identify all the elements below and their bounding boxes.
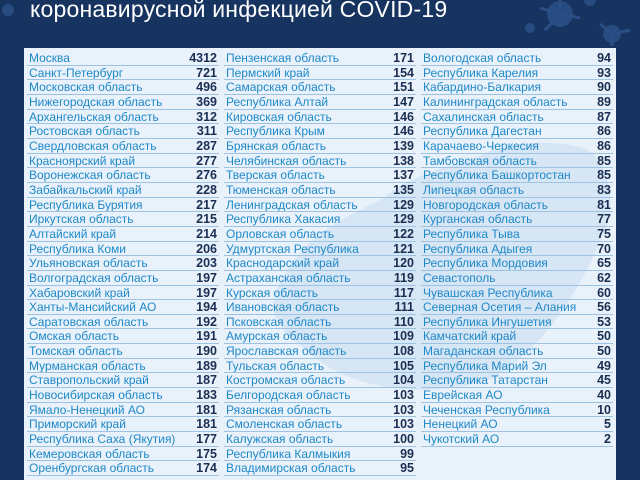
table-row	[421, 329, 613, 344]
region-name: Республика Карелия	[423, 65, 539, 80]
table-row	[421, 227, 613, 242]
regions-column-3	[421, 51, 613, 480]
region-name: Чувашская Республика	[423, 285, 553, 300]
table-row	[421, 359, 613, 374]
case-count: 151	[393, 80, 414, 95]
table-row	[27, 403, 219, 418]
table-row	[27, 388, 219, 403]
region-name: Белгородская область	[226, 388, 351, 403]
table-row	[27, 256, 219, 271]
table-row	[224, 227, 416, 242]
table-row	[421, 388, 613, 403]
table-row	[27, 373, 219, 388]
table-row	[421, 242, 613, 257]
table-row	[421, 373, 613, 388]
case-count: 53	[597, 314, 611, 329]
region-name: Ростовская область	[29, 124, 140, 139]
case-count: 60	[597, 285, 611, 300]
case-count: 119	[393, 270, 414, 285]
case-count: 146	[393, 109, 414, 124]
table-row	[224, 403, 416, 418]
header-banner	[0, 0, 640, 36]
case-count: 85	[597, 153, 611, 168]
region-name: Вологодская область	[423, 51, 542, 65]
table-row	[224, 300, 416, 315]
table-row	[224, 242, 416, 257]
case-count: 129	[393, 197, 414, 212]
table-row	[27, 315, 219, 330]
table-row	[224, 66, 416, 81]
case-count: 217	[196, 197, 217, 212]
region-name: Калужская область	[226, 432, 334, 447]
table-row	[224, 315, 416, 330]
region-name: Ставропольский край	[29, 373, 149, 388]
region-name: Орловская область	[226, 226, 335, 241]
table-row	[27, 139, 219, 154]
case-count: 191	[196, 329, 217, 344]
region-name: Республика Ингушетия	[423, 314, 552, 329]
case-count: 86	[597, 138, 611, 153]
table-row	[421, 183, 613, 198]
region-name: Московская область	[29, 80, 143, 95]
regions-column-2	[224, 51, 416, 480]
region-name: Нижегородская область	[29, 94, 163, 109]
regions-column-1	[27, 51, 219, 480]
region-name: Карачаево-Черкесия	[423, 138, 539, 153]
region-name: Ленинградская область	[226, 197, 358, 212]
case-count: 108	[393, 344, 414, 359]
region-name: Республика Саха (Якутия)	[29, 432, 176, 447]
table-row	[421, 344, 613, 359]
page-title: коронавирусной инфекцией COVID-19	[30, 0, 448, 22]
table-row	[27, 110, 219, 125]
case-count: 139	[393, 138, 414, 153]
region-name: Красноярский край	[29, 153, 136, 168]
case-count: 5	[604, 417, 611, 432]
region-name: Республика Адыгея	[423, 241, 533, 256]
regions-table-panel	[24, 48, 616, 480]
case-count: 311	[196, 124, 217, 139]
region-name: Смоленская область	[226, 417, 343, 432]
table-row	[27, 124, 219, 139]
case-count: 181	[196, 417, 217, 432]
case-count: 103	[393, 388, 414, 403]
table-row	[27, 95, 219, 110]
region-name: Владимирская область	[226, 461, 356, 476]
table-row	[224, 183, 416, 198]
region-name: Пензенская область	[226, 51, 340, 65]
region-name: Чеченская Республика	[423, 402, 550, 417]
table-row	[224, 373, 416, 388]
table-row	[421, 80, 613, 95]
case-count: 194	[196, 300, 217, 315]
region-name: Приморский край	[29, 417, 126, 432]
region-name: Оренбургская область	[29, 461, 155, 476]
table-row	[421, 66, 613, 81]
region-name: Кабардино-Балкария	[423, 80, 541, 95]
table-row	[224, 212, 416, 227]
case-count: 187	[196, 373, 217, 388]
table-row	[421, 139, 613, 154]
region-name: Ярославская область	[226, 344, 347, 359]
case-count: 287	[196, 138, 217, 153]
table-row	[224, 80, 416, 95]
table-row	[27, 168, 219, 183]
region-name: Чукотский АО	[423, 432, 500, 447]
region-name: Северная Осетия – Алания	[423, 300, 577, 315]
case-count: 50	[597, 329, 611, 344]
region-name: Республика Коми	[29, 241, 126, 256]
table-row	[421, 417, 613, 432]
region-name: Республика Мордовия	[423, 256, 548, 271]
case-count: 65	[597, 256, 611, 271]
table-row	[224, 344, 416, 359]
case-count: 50	[597, 344, 611, 359]
case-count: 40	[597, 388, 611, 403]
case-count: 85	[597, 168, 611, 183]
table-row	[224, 432, 416, 447]
table-row	[224, 388, 416, 403]
region-name: Амурская область	[226, 329, 328, 344]
region-name: Республика Дагестан	[423, 124, 542, 139]
table-row	[421, 124, 613, 139]
region-name: Челябинская область	[226, 153, 347, 168]
case-count: 177	[196, 432, 217, 447]
region-name: Ханты-Мансийский АО	[29, 300, 157, 315]
case-count: 721	[196, 65, 217, 80]
region-name: Омская область	[29, 329, 120, 344]
region-name: Сахалинская область	[423, 109, 544, 124]
region-name: Удмуртская Республика	[226, 241, 359, 256]
case-count: 203	[196, 256, 217, 271]
table-row	[421, 154, 613, 169]
case-count: 110	[393, 314, 414, 329]
case-count: 214	[196, 226, 217, 241]
region-name: Архангельская область	[29, 109, 159, 124]
region-name: Калининградская область	[423, 94, 568, 109]
case-count: 4312	[189, 51, 217, 65]
table-row	[224, 329, 416, 344]
case-count: 122	[393, 226, 414, 241]
table-row	[27, 271, 219, 286]
case-count: 192	[196, 314, 217, 329]
table-row	[224, 417, 416, 432]
case-count: 190	[196, 344, 217, 359]
table-row	[27, 51, 219, 66]
case-count: 77	[597, 212, 611, 227]
table-row	[421, 432, 613, 447]
case-count: 215	[196, 212, 217, 227]
table-row	[421, 271, 613, 286]
table-row	[421, 403, 613, 418]
case-count: 10	[597, 402, 611, 417]
case-count: 120	[393, 256, 414, 271]
case-count: 81	[597, 197, 611, 212]
region-name: Тамбовская область	[423, 153, 537, 168]
table-row	[224, 198, 416, 213]
table-row	[224, 139, 416, 154]
case-count: 93	[597, 65, 611, 80]
region-name: Республика Татарстан	[423, 373, 548, 388]
table-row	[421, 300, 613, 315]
table-row	[421, 212, 613, 227]
case-count: 100	[393, 432, 414, 447]
region-name: Республика Марий Эл	[423, 358, 547, 373]
case-count: 197	[196, 270, 217, 285]
region-name: Республика Бурятия	[29, 197, 143, 212]
case-count: 90	[597, 80, 611, 95]
table-row	[421, 198, 613, 213]
table-row	[27, 461, 219, 476]
case-count: 62	[597, 270, 611, 285]
region-name: Новосибирская область	[29, 388, 163, 403]
table-row	[224, 124, 416, 139]
region-name: Астраханская область	[226, 270, 351, 285]
table-row	[224, 154, 416, 169]
region-name: Ульяновская область	[29, 256, 148, 271]
table-row	[421, 95, 613, 110]
case-count: 276	[196, 168, 217, 183]
case-count: 197	[196, 285, 217, 300]
region-name: Республика Тыва	[423, 226, 520, 241]
region-name: Севастополь	[423, 270, 496, 285]
case-count: 181	[196, 402, 217, 417]
table-row	[27, 300, 219, 315]
case-count: 49	[597, 358, 611, 373]
case-count: 147	[393, 94, 414, 109]
table-row	[421, 51, 613, 66]
case-count: 103	[393, 402, 414, 417]
region-name: Краснодарский край	[226, 256, 340, 271]
table-row	[27, 212, 219, 227]
table-row	[224, 359, 416, 374]
case-count: 171	[393, 51, 414, 65]
region-name: Ямало-Ненецкий АО	[29, 402, 145, 417]
table-row	[27, 329, 219, 344]
table-row	[224, 256, 416, 271]
case-count: 117	[393, 285, 414, 300]
region-name: Тюменская область	[226, 182, 336, 197]
region-name: Липецкая область	[423, 182, 525, 197]
table-row	[224, 286, 416, 301]
region-name: Курская область	[226, 285, 318, 300]
table-row	[421, 315, 613, 330]
table-row	[224, 95, 416, 110]
case-count: 109	[393, 329, 414, 344]
case-count: 89	[597, 94, 611, 109]
region-name: Магаданская область	[423, 344, 544, 359]
region-name: Свердловская область	[29, 138, 157, 153]
case-count: 206	[196, 241, 217, 256]
case-count: 103	[393, 417, 414, 432]
region-name: Хабаровский край	[29, 285, 130, 300]
case-count: 83	[597, 182, 611, 197]
region-name: Санкт-Петербург	[29, 65, 124, 80]
case-count: 111	[394, 300, 414, 315]
case-count: 94	[597, 51, 611, 65]
case-count: 75	[597, 226, 611, 241]
case-count: 175	[196, 446, 217, 461]
table-row	[27, 344, 219, 359]
case-count: 138	[393, 153, 414, 168]
table-row	[27, 432, 219, 447]
table-row	[224, 168, 416, 183]
region-name: Республика Калмыкия	[226, 446, 351, 461]
case-count: 189	[196, 358, 217, 373]
table-row	[27, 227, 219, 242]
region-name: Кемеровская область	[29, 446, 150, 461]
region-name: Воронежская область	[29, 168, 151, 183]
region-name: Алтайский край	[29, 226, 117, 241]
case-count: 277	[196, 153, 217, 168]
case-count: 87	[597, 109, 611, 124]
case-count: 183	[196, 388, 217, 403]
region-name: Костромская область	[226, 373, 346, 388]
case-count: 2	[604, 432, 611, 447]
case-count: 137	[393, 168, 414, 183]
region-name: Курганская область	[423, 212, 533, 227]
case-count: 174	[196, 461, 217, 476]
case-count: 105	[393, 358, 414, 373]
region-name: Саратовская область	[29, 314, 149, 329]
region-name: Республика Башкортостан	[423, 168, 571, 183]
table-row	[421, 256, 613, 271]
table-row	[27, 359, 219, 374]
region-name: Самарская область	[226, 80, 336, 95]
table-row	[421, 286, 613, 301]
case-count: 228	[196, 182, 217, 197]
table-row	[27, 242, 219, 257]
table-row	[224, 447, 416, 462]
case-count: 154	[393, 65, 414, 80]
table-row	[224, 461, 416, 476]
table-row	[27, 447, 219, 462]
case-count: 496	[196, 80, 217, 95]
region-name: Иркутская область	[29, 212, 134, 227]
table-row	[224, 110, 416, 125]
region-name: Брянская область	[226, 138, 326, 153]
region-name: Забайкальский край	[29, 182, 142, 197]
region-name: Мурманская область	[29, 358, 146, 373]
region-name: Тульская область	[226, 358, 325, 373]
case-count: 95	[400, 461, 414, 476]
table-row	[27, 80, 219, 95]
region-name: Новгородская область	[423, 197, 549, 212]
case-count: 312	[196, 109, 217, 124]
region-name: Кировская область	[226, 109, 332, 124]
region-name: Еврейская АО	[423, 388, 503, 403]
table-row	[27, 286, 219, 301]
table-row	[224, 51, 416, 66]
case-count: 135	[393, 182, 414, 197]
case-count: 70	[597, 241, 611, 256]
table-row	[27, 417, 219, 432]
table-row	[27, 66, 219, 81]
case-count: 99	[400, 446, 414, 461]
case-count: 86	[597, 124, 611, 139]
table-row	[27, 183, 219, 198]
case-count: 45	[597, 373, 611, 388]
table-row	[421, 110, 613, 125]
case-count: 104	[393, 373, 414, 388]
case-count: 146	[393, 124, 414, 139]
region-name: Ивановская область	[226, 300, 340, 315]
region-name: Республика Крым	[226, 124, 325, 139]
region-name: Томская область	[29, 344, 123, 359]
table-row	[27, 154, 219, 169]
region-name: Республика Алтай	[226, 94, 329, 109]
case-count: 369	[196, 94, 217, 109]
table-row	[27, 198, 219, 213]
region-name: Москва	[29, 51, 70, 65]
table-row	[224, 271, 416, 286]
region-name: Тверская область	[226, 168, 325, 183]
region-name: Волгоградская область	[29, 270, 159, 285]
region-name: Пермский край	[226, 65, 310, 80]
region-name: Рязанская область	[226, 402, 332, 417]
region-name: Республика Хакасия	[226, 212, 341, 227]
case-count: 129	[393, 212, 414, 227]
case-count: 56	[597, 300, 611, 315]
region-name: Камчатский край	[423, 329, 517, 344]
region-name: Псковская область	[226, 314, 332, 329]
table-row	[421, 168, 613, 183]
region-name: Ненецкий АО	[423, 417, 498, 432]
case-count: 121	[393, 241, 414, 256]
